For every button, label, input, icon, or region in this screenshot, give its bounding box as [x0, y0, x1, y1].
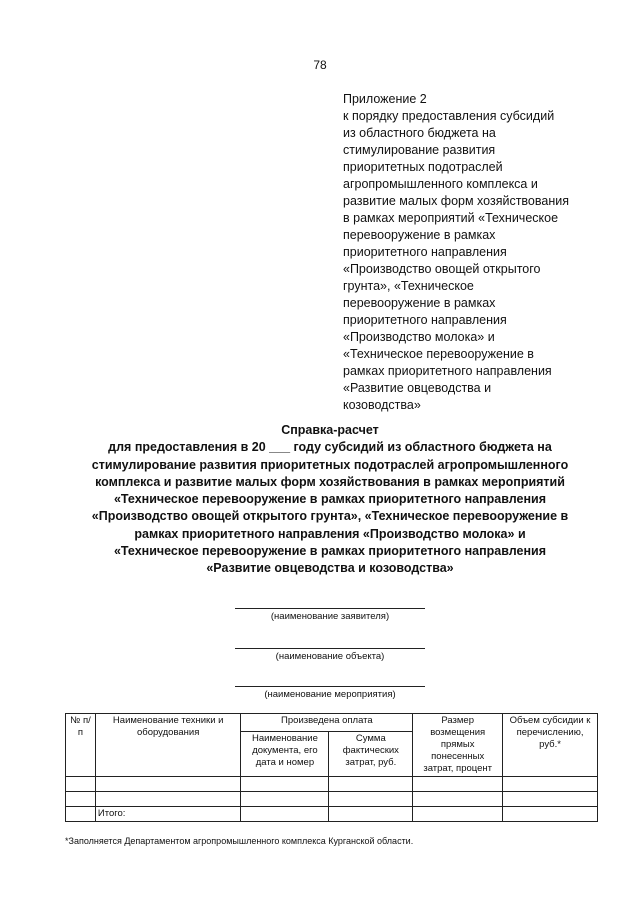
table-row [66, 777, 598, 792]
appendix-line: козоводства» [343, 398, 421, 412]
appendix-line: Приложение 2 [343, 92, 427, 106]
table-row [66, 792, 598, 807]
appendix-line: перевооружение в рамках [343, 228, 496, 242]
title-line: комплекса и развитие малых форм хозяйствования в рамках мероприятий [95, 474, 565, 489]
calculation-table [65, 713, 598, 822]
total-label: Итого: [95, 807, 241, 822]
object-caption: (наименование объекта) [275, 651, 385, 662]
applicant-line [235, 608, 425, 609]
appendix-line: приоритетного направления [343, 313, 507, 327]
applicant-caption: (наименование заявителя) [270, 611, 390, 622]
title-line: «Техническое перевооружение в рамках приоритетного направления [113, 492, 547, 507]
appendix-note [343, 91, 613, 414]
appendix-line: развитие малых форм хозяйствования [343, 194, 569, 208]
title-line: для предоставления в 20 ___ году субсидий из областного бюджета на [108, 440, 552, 455]
title-line: «Техническое перевооружение в рамках приоритетного направления [113, 544, 547, 559]
header-rate: Размер возмещения прямых понесенных затрат, процент [413, 714, 503, 777]
header-document: Наименование документа, его дата и номер [241, 731, 329, 777]
header-sum: Сумма фактических затрат, руб. [329, 731, 413, 777]
appendix-line: агропромышленного комплекса и [343, 177, 538, 191]
appendix-line: рамках приоритетного направления [343, 364, 552, 378]
title-line: «Производство овощей открытого грунта», «Техническое перевооружение в [91, 509, 569, 524]
event-caption: (наименование мероприятия) [264, 689, 396, 700]
appendix-line: стимулирование развития [343, 143, 496, 157]
header-subsidy: Объем субсидии к перечислению, руб.* [503, 714, 598, 777]
document-title [40, 422, 620, 578]
appendix-line: к порядку предоставления субсидий [343, 109, 555, 123]
title-line: Справка-расчет [281, 423, 379, 437]
header-payment: Произведена оплата [241, 714, 413, 732]
appendix-line: «Производство молока» и [343, 330, 495, 344]
appendix-line: перевооружение в рамках [343, 296, 496, 310]
applicant-field [235, 608, 425, 622]
footnote: *Заполняется Департаментом агропромышленного комплекса Курганской области. [65, 836, 414, 846]
title-line: стимулирование развития приоритетных подотраслей агропромышленного [91, 457, 569, 472]
event-field [235, 686, 425, 700]
title-line: «Развитие овцеводства и козоводства» [206, 561, 454, 576]
appendix-line: «Развитие овцеводства и [343, 381, 492, 395]
appendix-line: в рамках мероприятий «Техническое [343, 211, 559, 225]
header-number: № п/п [66, 714, 96, 777]
appendix-line: «Техническое перевооружение в [343, 347, 534, 361]
appendix-line: приоритетного направления [343, 245, 507, 259]
appendix-line: из областного бюджета на [343, 126, 496, 140]
total-row [66, 807, 598, 822]
appendix-line: «Производство овощей открытого [343, 262, 541, 276]
appendix-line: грунта», «Техническое [343, 279, 474, 293]
header-equipment: Наименование техники и оборудования [95, 714, 241, 777]
event-line [235, 686, 425, 687]
page-number: 78 [313, 58, 327, 72]
object-line [235, 648, 425, 649]
appendix-line: приоритетных подотраслей [343, 160, 503, 174]
object-field [235, 648, 425, 662]
title-line: рамках приоритетного направления «Производство молока» и [134, 526, 526, 541]
